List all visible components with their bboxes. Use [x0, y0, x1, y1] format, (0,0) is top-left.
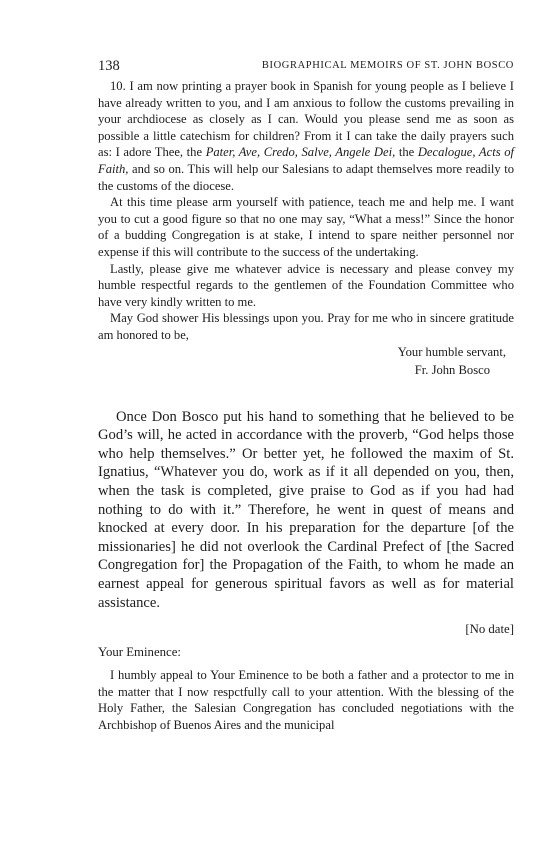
- letter-to-archbishop: [98, 78, 514, 379]
- page-number: 138: [98, 58, 120, 74]
- signature: Fr. John Bosco: [414, 363, 490, 378]
- salutation: Your Eminence:: [98, 645, 181, 660]
- letter-to-cardinal: [98, 667, 514, 733]
- closing-line: Your humble servant,: [397, 344, 506, 359]
- page-header: [98, 58, 514, 78]
- letter-date: [No date]: [465, 622, 514, 637]
- letter-paragraph: I humbly appeal to Your Eminence to be both a father and a protector to me in the matter that I now respctfully call to your attention. With the blessing of the Holy Father, the Salesian Congregation has concluded negotiations with the Archbishop of Buenos Aires and the municipal: [98, 668, 514, 732]
- narrative-text: [98, 408, 514, 613]
- narrative-paragraph: Once Don Bosco put his hand to something that he believed to be God’s will, he acted in accordance with the proverb, “God helps those who help themselves.” Or better yet, he followed the maxim of St. Ignatius, “Whatever you do, work as if it all depended on you, then, when the task is completed, give praise to God as if you had had nothing to do with it.” Therefore, he went in quest of means and knocked at every door. In his preparation for the departure [of the missionaries] he did not overlook the Cardinal Prefect of [the Sacred Congregation for] the Propagation of the Faith, to whom he made an earnest appeal for generous spiritual favors as well as for material assistance.: [98, 408, 514, 611]
- book-page: [98, 58, 514, 734]
- letter-closing: [98, 344, 514, 379]
- letter-paragraph: 10. I am now printing a prayer book in Spanish for young people as I believe I have already written to you, and I am anxious to follow the customs prevailing in your archdiocese as closely as I can. Would you please send me as soon as possible a little catechism for children? From it I can take the daily prayers such as: I adore Thee, the Pater, Ave, Credo, Salve, Angele Dei, the Decalogue, Acts of Faith, and so on. This will help our Salesians to adapt themselves more readily to the customs of the diocese.: [98, 79, 514, 193]
- letter-paragraph: Lastly, please give me whatever advice is necessary and please convey my humble respectful regards to the gentlemen of the Foundation Committee who have very kindly written to me.: [98, 261, 514, 309]
- running-head: BIOGRAPHICAL MEMOIRS OF ST. JOHN BOSCO: [261, 60, 514, 71]
- letter-paragraph: At this time please arm yourself with patience, teach me and help me. I want you to cut a good figure so that no one may say, “What a mess!” Since the honor of a budding Congregation is at stake, I intend to spare neither personnel nor expense if this will contribute to the success of the undertaking.: [98, 195, 514, 259]
- letter-paragraph: May God shower His blessings upon you. Pray for me who in sincere gratitude am honored to be,: [98, 311, 514, 342]
